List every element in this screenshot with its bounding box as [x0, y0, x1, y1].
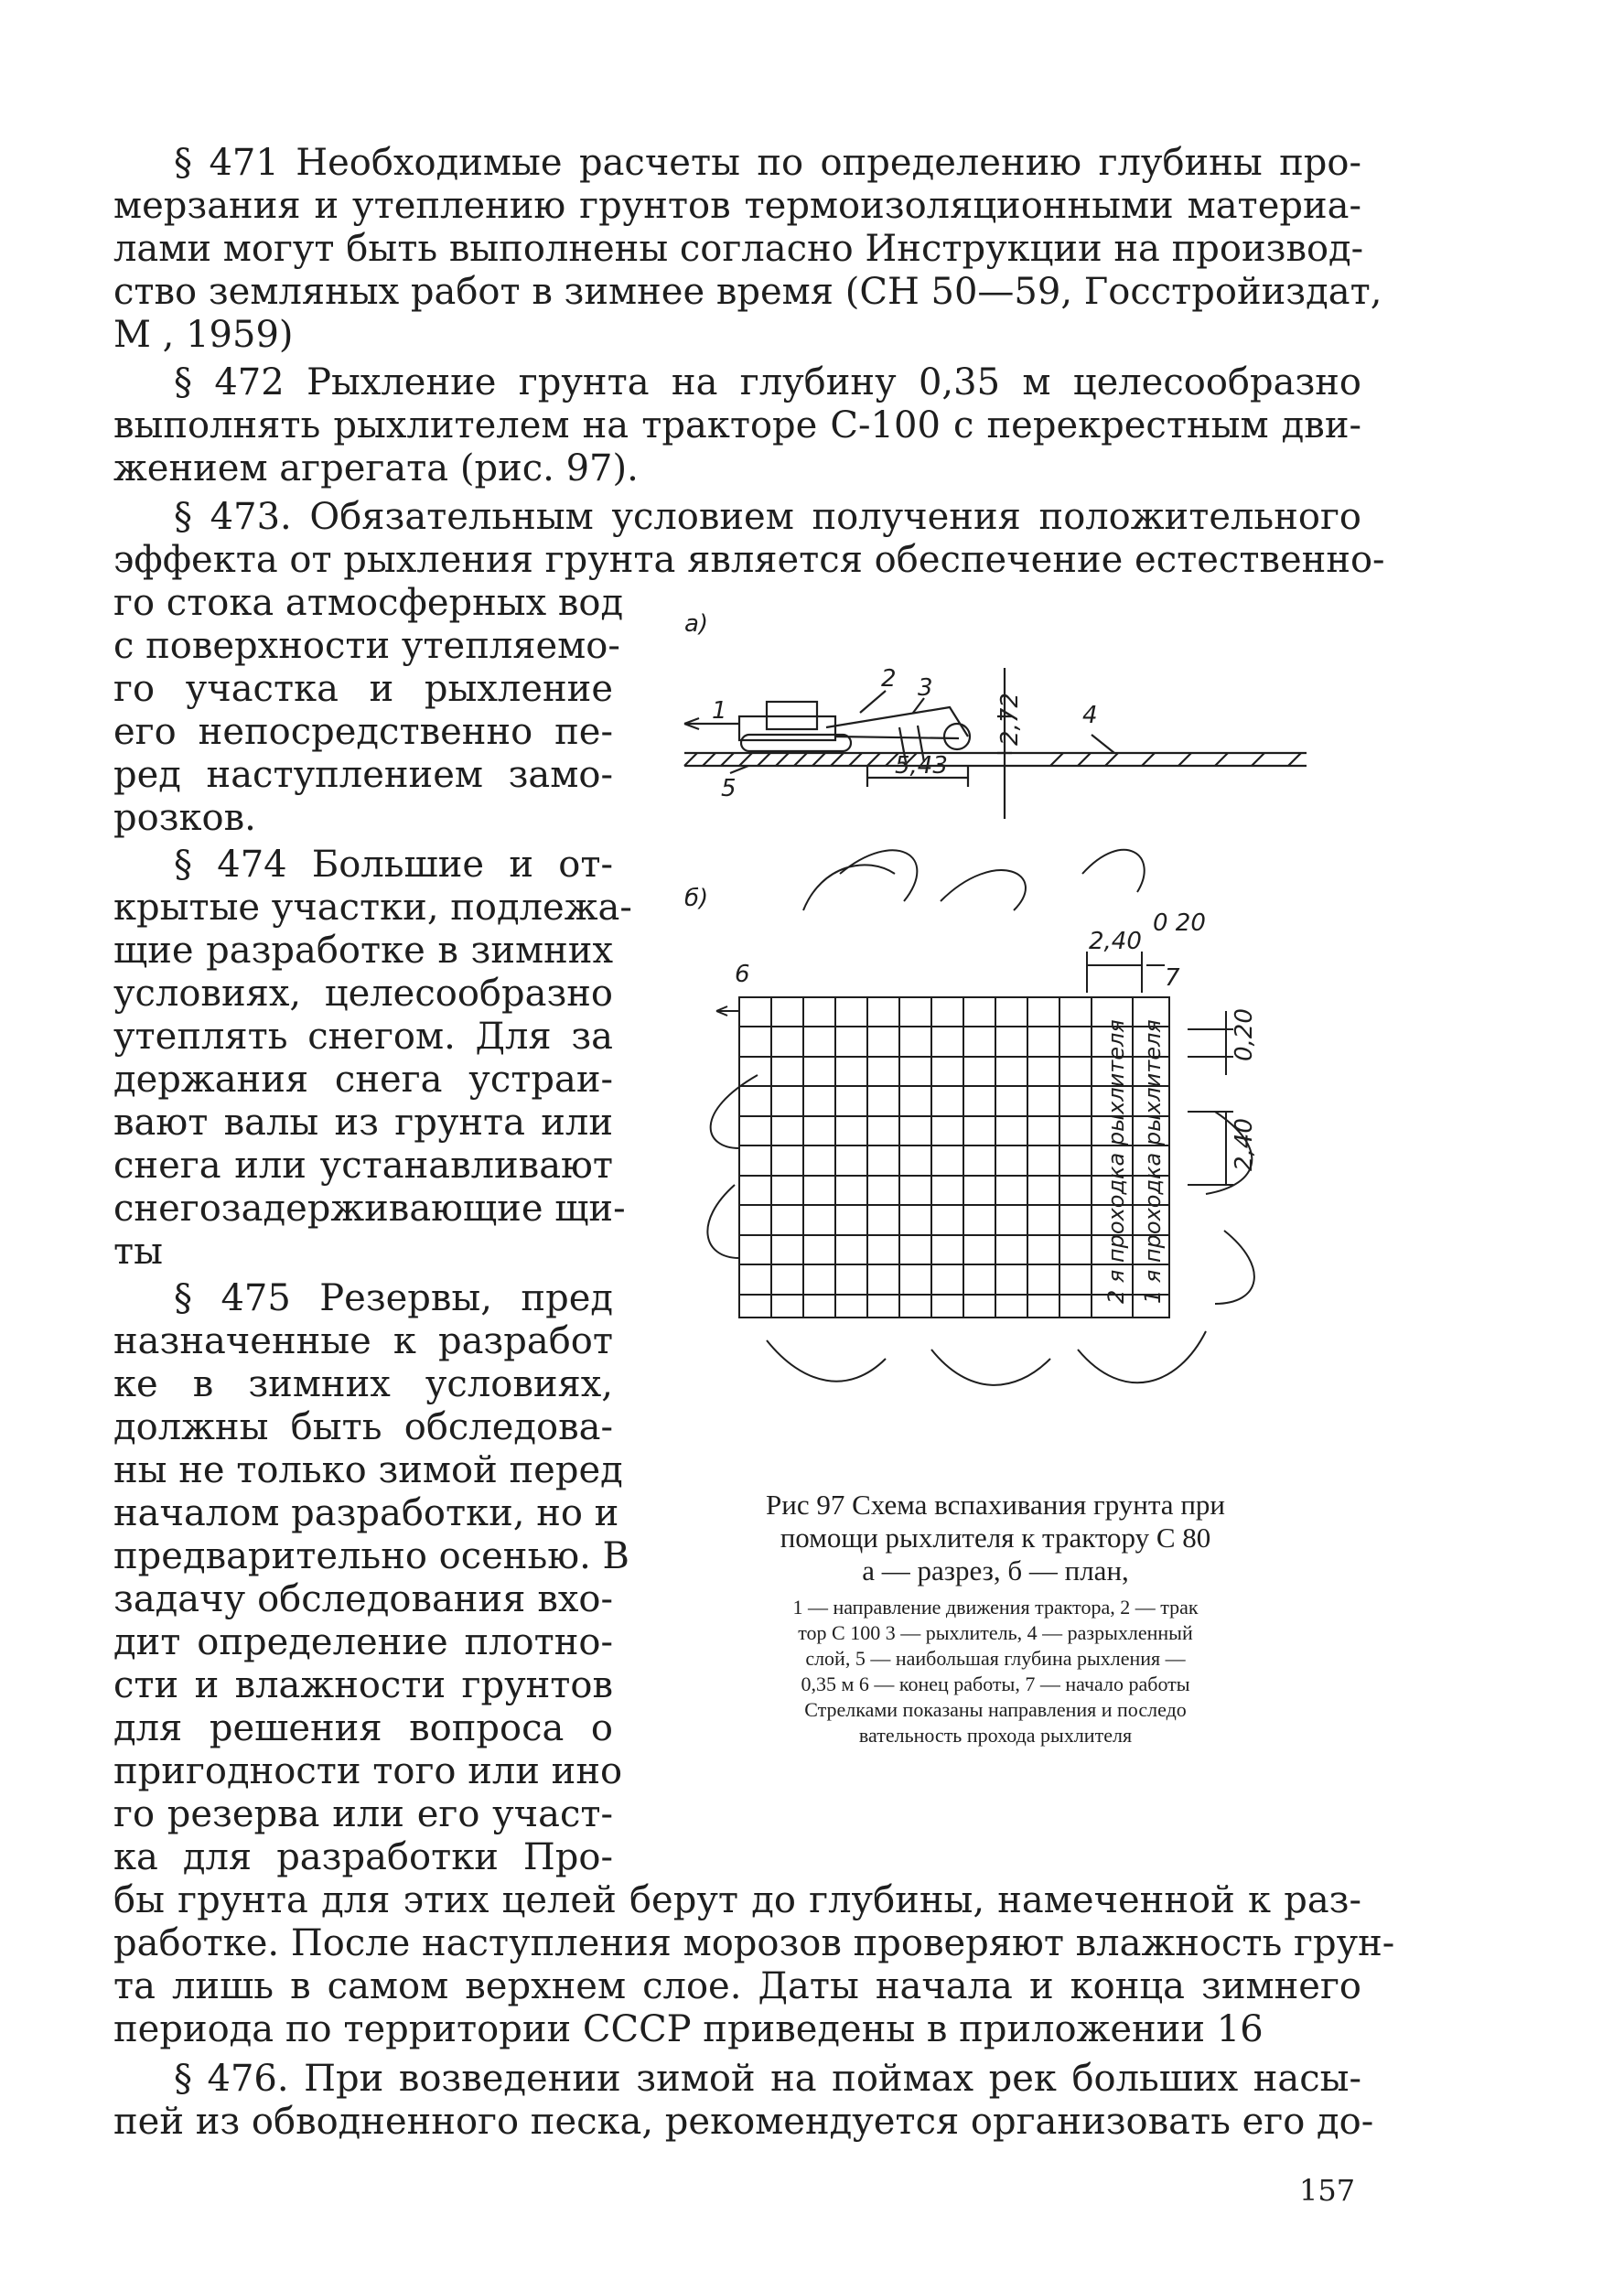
- text-line: розков.: [113, 797, 256, 839]
- part-a-label: а): [684, 610, 709, 638]
- text-line: М , 1959): [113, 314, 294, 356]
- text-line: § 475 Резервы, пред: [174, 1277, 613, 1319]
- text-line: условиях, целесообразно: [113, 973, 613, 1015]
- text-line: держания снега устраи-: [113, 1059, 613, 1101]
- dimension-5-43: 5,43: [895, 752, 948, 780]
- text-line: задачу обследования вхо-: [113, 1578, 613, 1620]
- text-line: крытые участки, подлежа-: [113, 887, 632, 929]
- text-line: пей из обводненного песка, рекомендуется организовать его до-: [113, 2101, 1374, 2143]
- callout-5: 5: [721, 775, 737, 802]
- caption-line: а — разрез, б — план,: [862, 1554, 1129, 1586]
- dimension-2-40-side: [1188, 1112, 1233, 1185]
- dimension-2-40-top: [1087, 952, 1165, 993]
- text-line: ство земляных работ в зимнее время (СН 50—59, Госстройиздат,: [113, 271, 1382, 313]
- page-number: 157: [1299, 2173, 1356, 2208]
- text-line: снегозадерживающие щи-: [113, 1188, 626, 1230]
- legend-line: слой, 5 — наибольшая глубина рыхления —: [805, 1647, 1186, 1670]
- text-line: вают валы из грунта или: [113, 1102, 613, 1144]
- figure-drawing: [666, 599, 1325, 1478]
- legend-line: вательность прохода рыхлителя: [858, 1724, 1133, 1747]
- part-b-label: б): [684, 885, 709, 912]
- text-line: сти и влажности грунтов: [113, 1664, 613, 1706]
- text-line: § 476. При возведении зимой на поймах рек больших насы-: [174, 2058, 1361, 2100]
- pass-label-1: 1 я проходка рыхлителя: [1140, 1019, 1166, 1304]
- legend-line: 1 — направление движения трактора, 2 — трак: [792, 1596, 1199, 1619]
- ripper-frame: [826, 707, 968, 738]
- text-line: для решения вопроса о: [113, 1707, 613, 1749]
- callout-3: 3: [918, 674, 933, 702]
- text-line: утеплять снегом. Для за: [113, 1016, 613, 1058]
- text-line: работке. После наступления морозов проверяют влажность грун-: [113, 1922, 1395, 1964]
- text-line: ред наступлением замо-: [113, 754, 613, 796]
- grid-vertical: [771, 997, 1133, 1318]
- text-line: назначенные к разработ: [113, 1320, 613, 1362]
- pass-label-2: 2 я проходка рыхлителя: [1103, 1019, 1129, 1304]
- text-line: бы грунта для этих целей берут до глубины, намеченной к раз-: [113, 1879, 1361, 1921]
- figure-97: [666, 599, 1325, 1478]
- dimension-2-40: 2,40: [1089, 928, 1142, 955]
- dimension-0-20-side: [1188, 1011, 1233, 1075]
- ripper-wheel: [944, 724, 970, 749]
- text-line: мерзания и утеплению грунтов термоизоляционными материа-: [113, 185, 1361, 227]
- text-line: снега или устанавливают: [113, 1145, 613, 1187]
- text-line: го стока атмосферных вод: [113, 582, 624, 624]
- text-line: § 473. Обязательным условием получения положительного: [174, 496, 1361, 538]
- text-line: ны не только зимой перед: [113, 1449, 623, 1491]
- text-line: пригодности того или ино: [113, 1750, 623, 1792]
- text-line: с поверхности утепляемо-: [113, 625, 620, 667]
- text-line: лами могут быть выполнены согласно Инструкции на производ-: [113, 228, 1364, 270]
- text-line: жением агрегата (рис. 97).: [113, 447, 639, 489]
- soil-hatching: [684, 753, 1301, 766]
- callout-2: 2: [881, 665, 897, 693]
- text-line: периода по территории СССР приведены в приложении 16: [113, 2008, 1264, 2050]
- pass-arrows-side: [707, 1075, 1253, 1304]
- callout-1: 1: [712, 697, 727, 725]
- pass-arrows-bottom: [767, 1331, 1206, 1385]
- text-line: го резерва или его участ-: [113, 1793, 613, 1835]
- text-line: ты: [113, 1231, 163, 1273]
- text-line: эффекта от рыхления грунта является обеспечение естественно-: [113, 539, 1385, 581]
- text-line: выполнять рыхлителем на тракторе С-100 с перекрестным дви-: [113, 404, 1361, 446]
- text-line: ка для разработки Про-: [113, 1836, 613, 1878]
- text-line: § 471 Необходимые расчеты по определению глубины про-: [174, 142, 1361, 184]
- text-line: дит определение плотно-: [113, 1621, 613, 1663]
- callout-7: 7: [1165, 964, 1180, 992]
- callout-6: 6: [735, 961, 750, 988]
- callout-4: 4: [1082, 702, 1098, 729]
- dimension-2-72: 2,72: [996, 693, 1024, 746]
- legend-line: тор С 100 3 — рыхлитель, 4 — разрыхленный: [798, 1621, 1193, 1644]
- dimension-0-20-vertical: 0,20: [1231, 1008, 1258, 1061]
- dimension-2-40-vertical: 2,40: [1231, 1118, 1258, 1171]
- text-line: началом разработки, но и: [113, 1492, 619, 1534]
- legend-line: Стрелками показаны направления и последо: [804, 1698, 1187, 1721]
- legend-line: 0,35 м 6 — конец работы, 7 — начало работы: [801, 1673, 1190, 1695]
- caption-line: Рис 97 Схема вспахивания грунта при: [765, 1489, 1225, 1521]
- text-line: го участка и рыхление: [113, 668, 613, 710]
- text-line: § 474 Большие и от-: [174, 844, 613, 886]
- text-line: та лишь в самом верхнем слое. Даты начала и конца зимнего: [113, 1965, 1361, 2007]
- caption-line: помощи рыхлителя к трактору С 80: [780, 1522, 1211, 1554]
- pass-arrows-top: [803, 850, 1145, 910]
- dimension-0-20: 0 20: [1153, 909, 1206, 937]
- text-line: должны быть обследова-: [113, 1406, 613, 1448]
- text-line: ке в зимних условиях,: [113, 1363, 613, 1405]
- text-line: § 472 Рыхление грунта на глубину 0,35 м целесообразно: [174, 361, 1361, 403]
- text-line: предварительно осенью. В: [113, 1535, 629, 1577]
- text-line: его непосредственно пе-: [113, 711, 613, 753]
- text-line: щие разработке в зимних: [113, 930, 613, 972]
